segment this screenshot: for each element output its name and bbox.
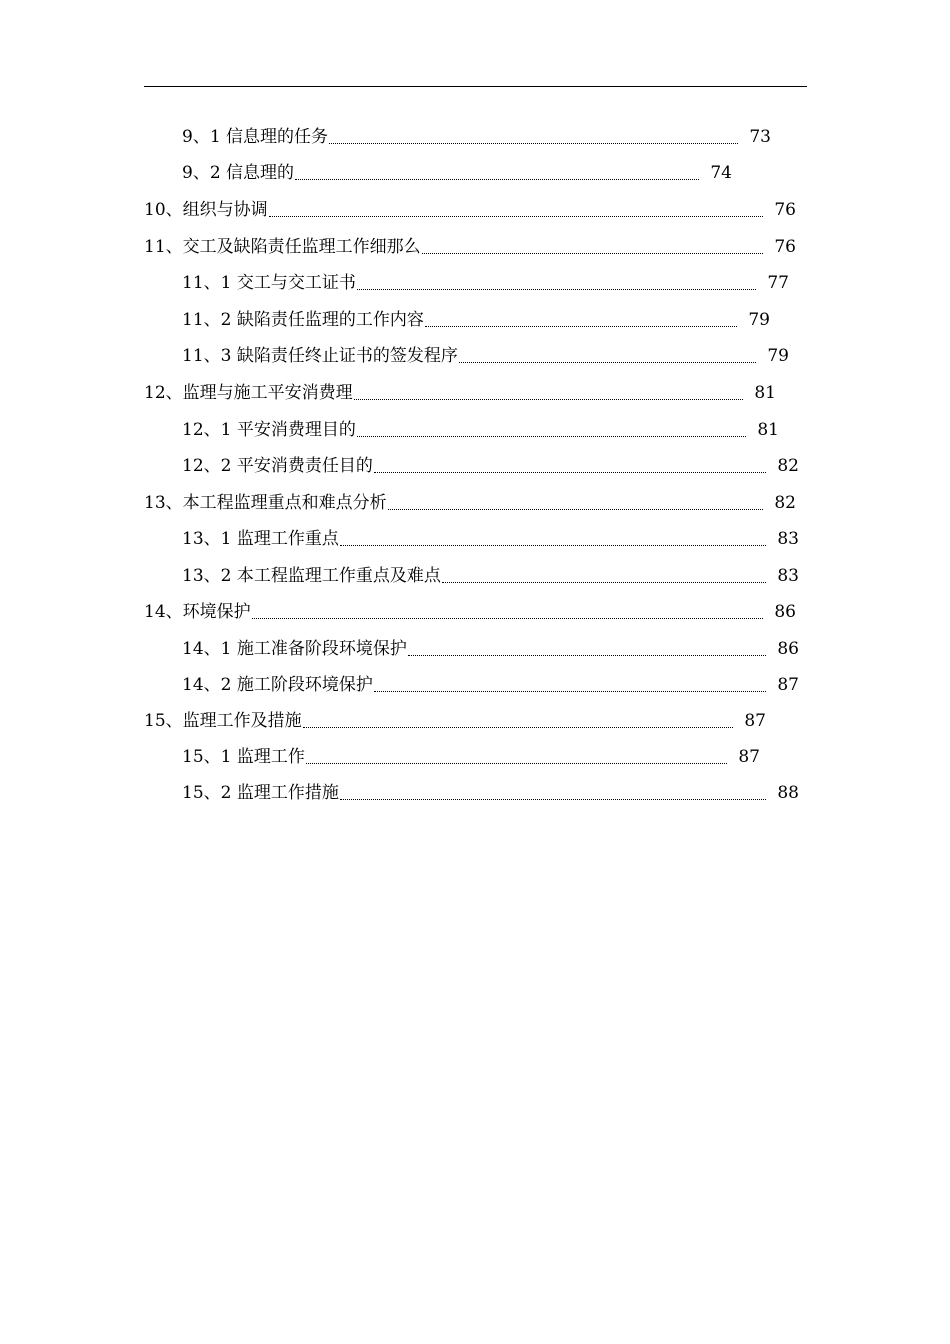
toc-entry[interactable] (182, 343, 789, 369)
toc-entry-page: 74 (710, 163, 732, 183)
toc-entry-page: 83 (777, 566, 799, 586)
toc-dot-leader (408, 649, 767, 656)
toc-entry-title: 14、2 施工阶段环境保护 (182, 675, 373, 695)
toc-entry-title: 13、1 监理工作重点 (182, 529, 339, 549)
toc-entry-title: 12、1 平安消费理目的 (182, 420, 356, 440)
toc-entry[interactable] (182, 744, 760, 770)
toc-entry[interactable] (182, 636, 799, 662)
toc-dot-leader (357, 283, 757, 290)
toc-entry-title: 11、3 缺陷责任终止证书的签发程序 (182, 346, 458, 366)
toc-entry-page: 81 (757, 420, 779, 440)
toc-entry-page: 79 (748, 310, 770, 330)
toc-entry-page: 83 (777, 529, 799, 549)
toc-entry-title: 14、环境保护 (144, 602, 251, 622)
toc-entry-page: 76 (774, 200, 796, 220)
toc-dot-leader (374, 685, 767, 692)
toc-entry-page: 77 (767, 273, 789, 293)
toc-entry-page: 82 (774, 493, 796, 513)
toc-entry-title: 13、本工程监理重点和难点分析 (144, 493, 387, 513)
toc-entry[interactable] (182, 780, 799, 806)
toc-entry[interactable] (182, 453, 799, 479)
toc-entry-title: 9、2 信息理的 (182, 163, 295, 183)
toc-entry-title: 11、1 交工与交工证书 (182, 273, 356, 293)
toc-dot-leader (295, 173, 699, 180)
toc-entry[interactable] (144, 234, 796, 260)
toc-dot-leader (354, 393, 744, 400)
toc-dot-leader (422, 247, 764, 254)
toc-entry[interactable] (182, 563, 799, 589)
toc-entry-page: 79 (767, 346, 789, 366)
toc-entry[interactable] (182, 270, 789, 296)
toc-dot-leader (252, 612, 764, 619)
toc-entry-title: 14、1 施工准备阶段环境保护 (182, 639, 407, 659)
toc-entry-page: 76 (774, 237, 796, 257)
toc-dot-leader (329, 137, 738, 144)
toc-entry[interactable] (144, 708, 766, 734)
toc-entry-title: 15、监理工作及措施 (144, 711, 302, 731)
toc-dot-leader (303, 721, 734, 728)
toc-dot-leader (459, 356, 757, 363)
toc-entry-title: 11、2 缺陷责任监理的工作内容 (182, 310, 424, 330)
toc-entry[interactable] (182, 124, 771, 150)
toc-entry[interactable] (182, 307, 770, 333)
toc-entry-page: 81 (754, 383, 776, 403)
toc-entry[interactable] (144, 197, 796, 223)
toc-entry-page: 82 (777, 456, 799, 476)
toc-dot-leader (374, 466, 767, 473)
toc-entry-title: 11、交工及缺陷责任监理工作细那么 (144, 237, 421, 257)
toc-entry-page: 86 (774, 602, 796, 622)
toc-entry[interactable] (182, 417, 779, 443)
toc-dot-leader (425, 320, 738, 327)
toc-entry[interactable] (182, 160, 732, 186)
toc-entry-page: 88 (777, 783, 799, 803)
toc-entry-title: 9、1 信息理的任务 (182, 127, 329, 147)
toc-entry-page: 73 (749, 127, 771, 147)
toc-entry-page: 87 (777, 675, 799, 695)
toc-dot-leader (340, 539, 767, 546)
toc-dot-leader (306, 757, 728, 764)
toc-entry-page: 86 (777, 639, 799, 659)
toc-entry[interactable] (182, 526, 799, 552)
toc-entry-page: 87 (744, 711, 766, 731)
toc-entry[interactable] (144, 380, 776, 406)
toc-entry[interactable] (182, 672, 799, 698)
toc-dot-leader (388, 503, 764, 510)
toc-entry-title: 13、2 本工程监理工作重点及难点 (182, 566, 441, 586)
toc-entry-title: 12、2 平安消费责任目的 (182, 456, 373, 476)
toc-dot-leader (442, 576, 767, 583)
toc-entry[interactable] (144, 599, 796, 625)
toc-dot-leader (357, 430, 747, 437)
toc-entry[interactable] (144, 490, 796, 516)
toc-entry-title: 15、2 监理工作措施 (182, 783, 339, 803)
toc-entry-page: 87 (738, 747, 760, 767)
toc-entry-title: 10、组织与协调 (144, 200, 268, 220)
toc-dot-leader (269, 210, 764, 217)
toc-dot-leader (340, 793, 767, 800)
toc-entry-title: 15、1 监理工作 (182, 747, 305, 767)
toc-entry-title: 12、监理与施工平安消费理 (144, 383, 353, 403)
